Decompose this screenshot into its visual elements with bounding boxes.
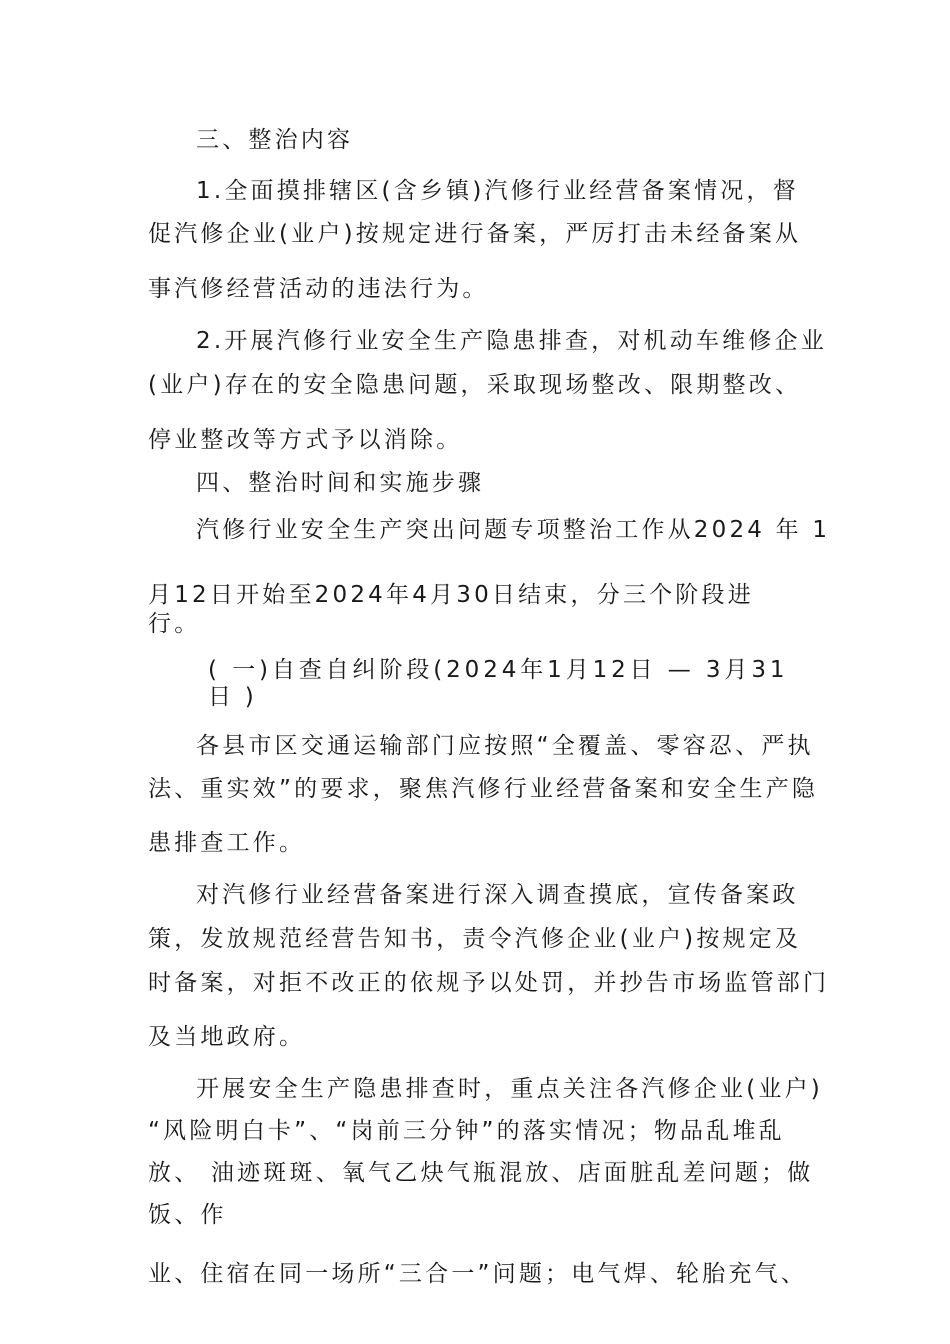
paragraph-5-line-4: 及当地政府。 bbox=[148, 1024, 306, 1050]
paragraph-3-line-3: 行。 bbox=[148, 611, 201, 637]
paragraph-2-line-3: 停业整改等方式予以消除。 bbox=[148, 427, 463, 453]
paragraph-5-line-3: 时备案，对拒不改正的依规予以处罚，并抄告市场监管部门 bbox=[148, 970, 830, 996]
paragraph-1-line-2: 促汽修企业(业户)按规定进行备案，严厉打击未经备案从 bbox=[148, 221, 802, 247]
section-heading-3: 三、整治内容 bbox=[196, 127, 354, 153]
paragraph-6-line-2: “风险明白卡”、“岗前三分钟”的落实情况；物品乱堆乱 bbox=[148, 1118, 785, 1144]
paragraph-1-line-1: 1.全面摸排辖区(含乡镇)汽修行业经营备案情况，督 bbox=[196, 178, 799, 204]
section-heading-4: 四、整治时间和实施步骤 bbox=[196, 470, 485, 496]
paragraph-2-line-1: 2.开展汽修行业安全生产隐患排查，对机动车维修企业 bbox=[196, 328, 827, 354]
paragraph-6-line-1: 开展安全生产隐患排查时，重点关注各汽修企业(业户) bbox=[196, 1076, 823, 1102]
subsection-heading-1: ( 一)自查自纠阶段(2024年1月12日 — 3月31 bbox=[208, 657, 789, 683]
paragraph-6-line-5: 业、住宿在同一场所“三合一”问题；电气焊、轮胎充气、 bbox=[148, 1261, 808, 1287]
paragraph-6-line-3: 放、 油迹斑斑、氧气乙炔气瓶混放、店面脏乱差问题；做 bbox=[148, 1160, 814, 1186]
paragraph-4-line-2: 法、重实效”的要求，聚焦汽修行业经营备案和安全生产隐 bbox=[148, 776, 819, 802]
paragraph-4-line-3: 患排查工作。 bbox=[148, 830, 306, 856]
paragraph-4-line-1: 各县市区交通运输部门应按照“全覆盖、零容忍、严执 bbox=[196, 733, 814, 759]
paragraph-5-line-1: 对汽修行业经营备案进行深入调查摸底，宣传备案政 bbox=[196, 882, 799, 908]
paragraph-2-line-2: (业户)存在的安全隐患问题，采取现场整改、限期整改、 bbox=[148, 372, 802, 398]
paragraph-3-line-1: 汽修行业安全生产突出问题专项整治工作从2024 年 1 bbox=[196, 517, 831, 543]
paragraph-5-line-2: 策，发放规范经营告知书，责令汽修企业(业户)按规定及 bbox=[148, 926, 802, 952]
paragraph-6-line-4: 饭、作 bbox=[148, 1202, 227, 1228]
subsection-heading-1-cont: 日 ) bbox=[208, 684, 257, 710]
paragraph-1-line-3: 事汽修经营活动的违法行为。 bbox=[148, 276, 489, 302]
paragraph-3-line-2: 月12日开始至2024年4月30日结束，分三个阶段进 bbox=[148, 582, 754, 608]
